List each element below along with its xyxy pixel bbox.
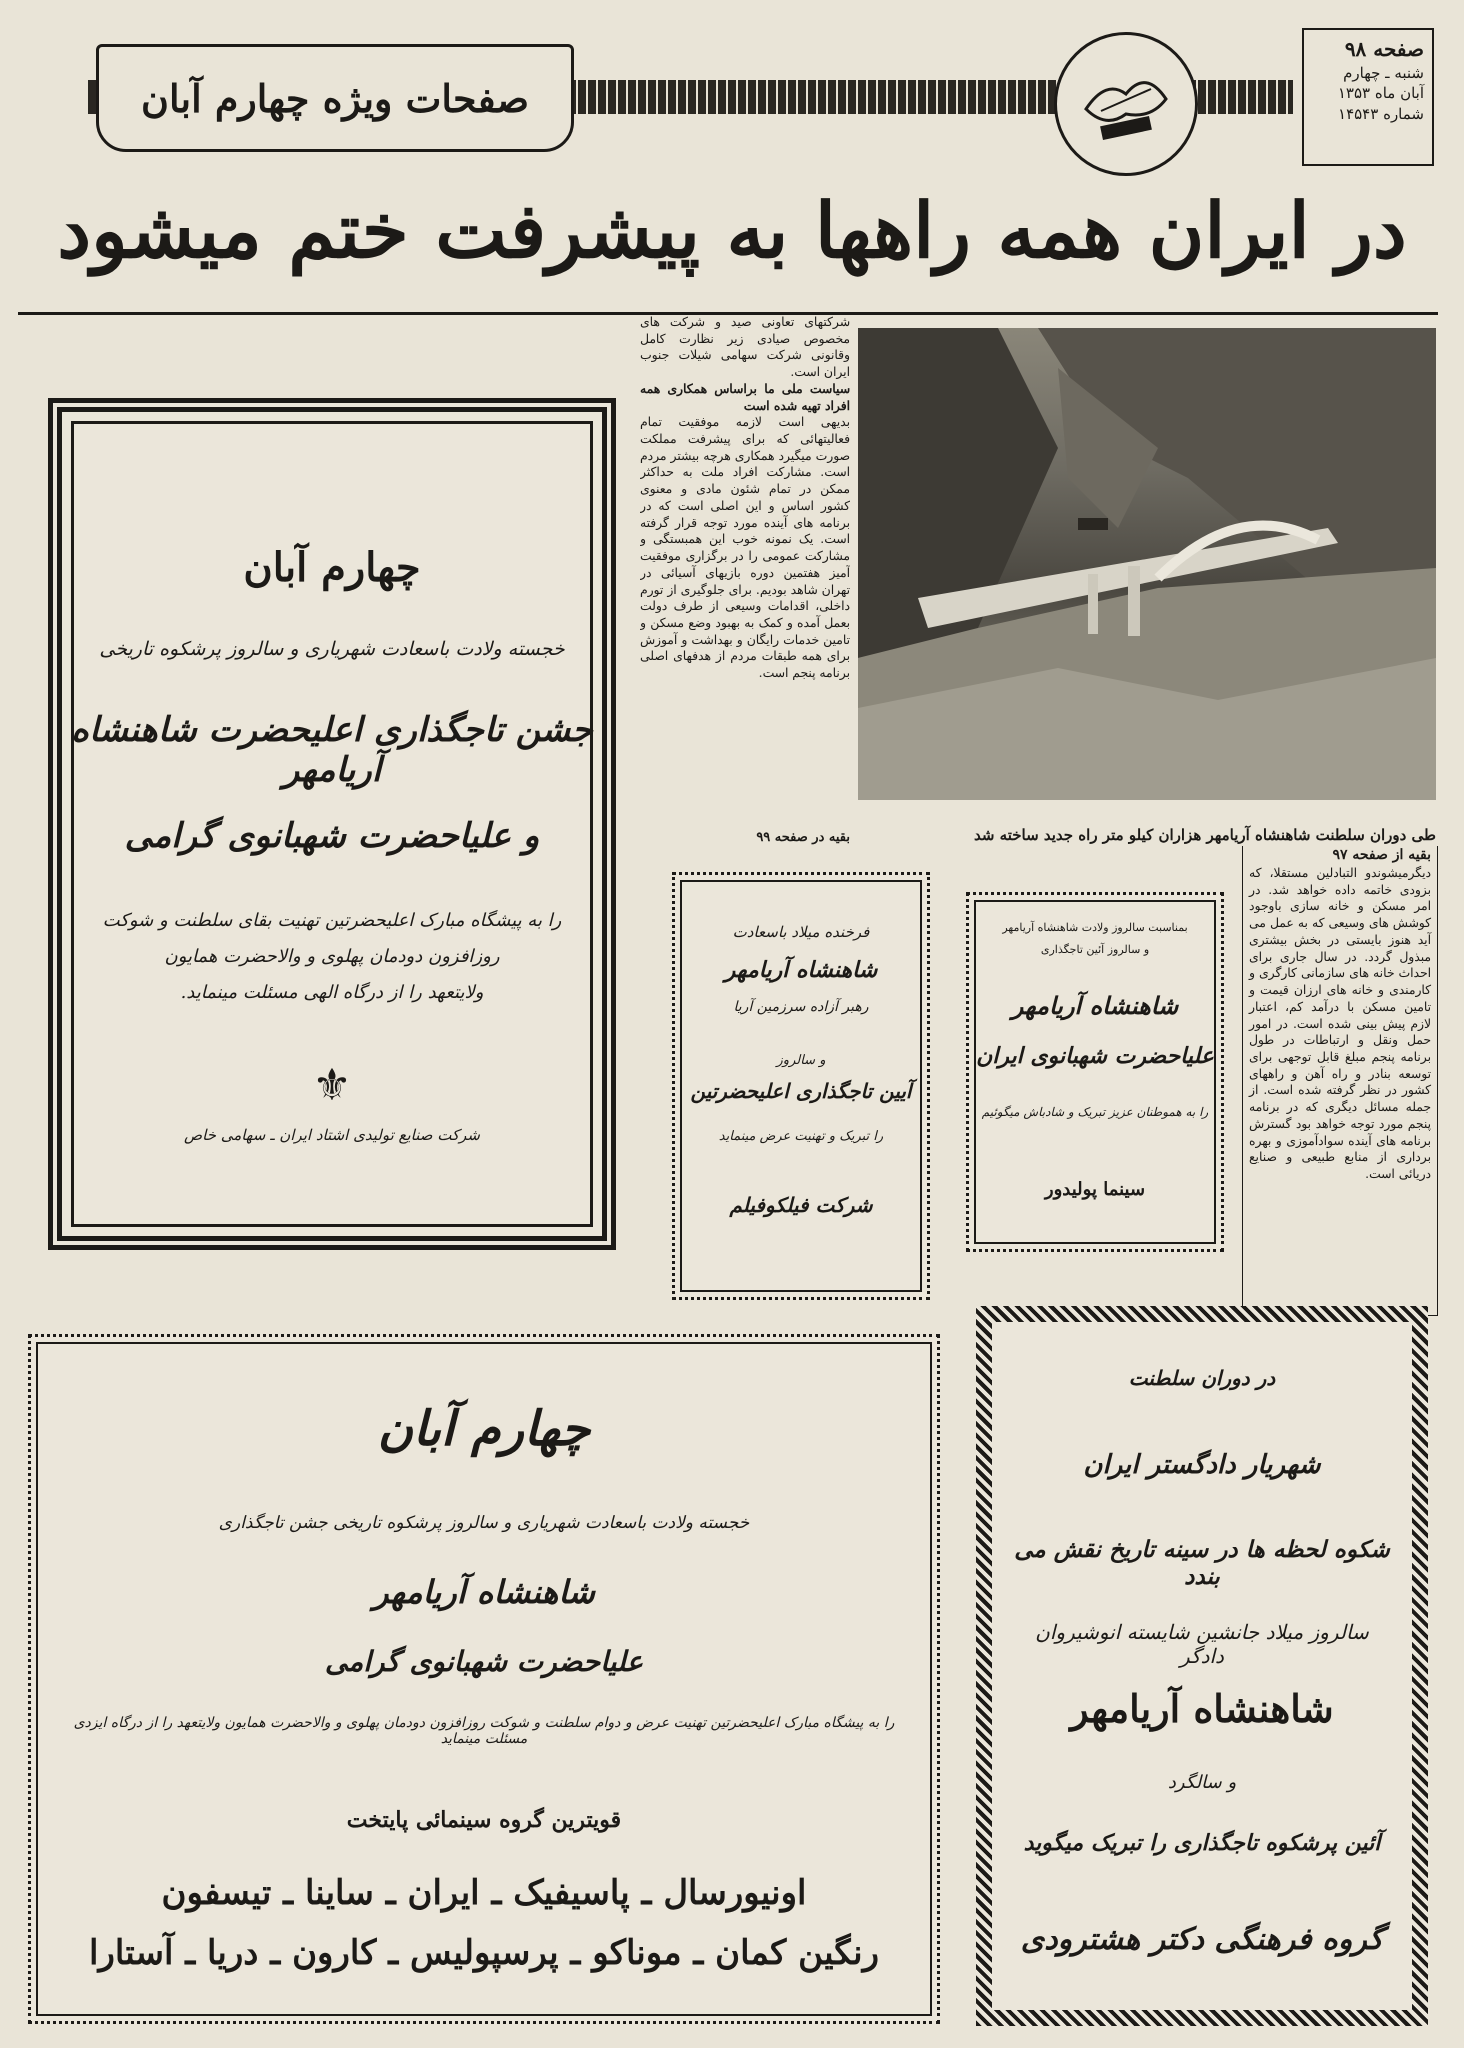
ad2-line1: فرخنده میلاد باسعادت xyxy=(732,923,870,941)
main-headline: در ایران همه راهها به پیشرفت ختم میشود xyxy=(57,186,1407,275)
newspaper-logo xyxy=(1054,32,1198,176)
ettelaat-emblem-icon xyxy=(1071,49,1181,159)
ad5-line5: شاهنشاه آریامهر xyxy=(1070,1686,1334,1731)
issue-day: شنبه ـ چهارم xyxy=(1343,64,1424,82)
article-text-1: شرکتهای تعاونی صید و شرکت های مخصوص صیادی زیر نظارت کامل وقانونی شرکت سهامی شیلات جنوب ایران است. xyxy=(640,315,850,380)
article-continued: بقیه در صفحه ۹۹ xyxy=(756,830,850,845)
ad1-title: چهارم آبان xyxy=(243,544,421,591)
ad1-line1: خجسته ولادت باسعادت شهریاری و سالروز پرشکوه تاریخی xyxy=(99,638,565,660)
issue-number: شماره ۱۴۵۴۳ xyxy=(1338,104,1424,123)
mountain-bridge-image xyxy=(858,328,1436,800)
ad2-line6: را تبریک و تهنیت عرض مینماید xyxy=(718,1129,884,1144)
ad1-company: شرکت صنایع تولیدی اشتاد ایران ـ سهامی خاص xyxy=(184,1126,480,1144)
ad4-line1: خجسته ولادت باسعادت شهریاری و سالروز پرشکوه تاریخی جشن تاجگذاری xyxy=(218,1513,750,1533)
ad4-line4: را به پیشگاه مبارک اعلیحضرتین تهنیت عرض و دوام سلطنت و شوکت روزافزون دودمان پهلوی و والاحضرت همایون ولایتعهد را از درگاه ایزدی مسئلت مینماید xyxy=(73,1715,895,1747)
ad3-line3: شاهنشاه آریامهر xyxy=(1011,991,1179,1020)
ad5-line1: در دوران سلطنت xyxy=(1128,1366,1276,1390)
ad-cinema-polidor xyxy=(966,892,1224,1252)
ad4-cinemas-1: اونیورسال ـ پاسیفیک ـ ایران ـ ساینا ـ تیسفون xyxy=(161,1873,807,1913)
page-number: صفحه ۹۸ xyxy=(1344,37,1424,61)
ad4-line3: علیاحضرت شهبانوی گرامی xyxy=(324,1645,644,1678)
ad4-group: قویترین گروه سینمائی پایتخت xyxy=(346,1807,622,1833)
ad-filco-film xyxy=(672,872,930,1300)
continued-column xyxy=(1242,846,1438,1316)
ad3-line1: بمناسبت سالروز ولادت شاهنشاه آریامهر xyxy=(1002,921,1188,934)
issue-box xyxy=(1302,28,1434,166)
ad3-company: سینما پولیدور xyxy=(1044,1179,1146,1200)
ad3-line5: را به هموطنان عزیز تبریک و شادباش میگوئیم xyxy=(981,1105,1209,1119)
ad1-line2: جشن تاجگذاری اعلیحضرت شاهنشاه آریامهر xyxy=(71,710,593,790)
ad2-company: شرکت فیلکوفیلم xyxy=(729,1193,873,1217)
ad2-line3: رهبر آزاده سرزمین آریا xyxy=(733,999,869,1015)
bridge-photo xyxy=(858,328,1436,800)
article-text-2: بدیهی است لازمه موفقیت تمام فعالیتهائی که برای پیشرفت مملکت صورت میگیرد همکاری هرچه بیشتر مردم است. مشارکت افراد ملت به حداکثر ممکن در تمام شئون مادی و معنوی کشور اساس و این اصلی است که در برنامه های آینده مورد توجه قرار گرفته است. یک نمونه خوب این همبستگی و مشارکت عمومی را در برگزاری موفقیت آمیز هفتمین دوره بازیهای آسیائی در تهران شاهد بودیم. برای جلوگیری از تورم داخلی، اقدامات وسیعی از طرف دولت بعمل آمده و کمک به بهبود وضع مسکن و تامین خدمات رایگان و بهداشت و آموزش برای همه طبقات مردم از هدفهای اصلی برنامه پنجم است. xyxy=(640,415,850,681)
ad5-line3: شکوه لحظه ها در سینه تاریخ نقش می بندد xyxy=(1014,1536,1390,1590)
ad4-title: چهارم آبان xyxy=(377,1401,591,1457)
ad5-line6: و سالگرد xyxy=(1167,1772,1237,1793)
photo-caption: طی دوران سلطنت شاهنشاه آریامهر هزاران کیلو متر راه جدید ساخته شد xyxy=(974,826,1436,844)
ad-hashtroodi xyxy=(976,1306,1428,2026)
ad1-company-logo-icon: ⚜ xyxy=(312,1060,352,1111)
ad2-line2: شاهنشاه آریامهر xyxy=(724,957,878,983)
ad2-line4: و سالروز xyxy=(776,1053,826,1068)
ad3-line2: و سالروز آئین تاجگذاری xyxy=(1040,943,1150,956)
continued-text: دیگرمیشوندو التبادلین مستقلا، که بزودی خاتمه داده خواهد شد. در امر مسکن و خانه سازی باوجود کوشش های وسیعی که به عمل می آید هنوز بایستی در بخش بیشتری مبذول گردد. در سال جاری برای احداث خانه های سازمانی کارگری و کارمندی و خانه های ارزان قیمت و تامین مسکن با درآمد کم، اعتبار لازم پیش بینی شده است. در امور حمل ونقل و ارتباطات در طول برنامه پنجم مبلغ قابل توجهی برای توسعه بنادر و راه آهن و راههای کشور در نظر گرفته شده است. از جمله مسائل دیگری که در برنامه پنجم مورد توجه خواهد بود گسترش برنامه های آینده سوادآموزی و بهره برداری از منابع طبیعی و صنایع دریائی است. xyxy=(1249,866,1431,1181)
ad3-line4: علیاحضرت شهبانوی ایران xyxy=(976,1043,1214,1069)
ad5-line4: سالروز میلاد جانشین شایسته انوشیروان دادگر xyxy=(1035,1620,1369,1668)
section-title: صفحات ویژه چهارم آبان xyxy=(96,44,574,152)
ad1-line5: روزافزون دودمان پهلوی و والاحضرت همایون xyxy=(164,946,500,967)
article-column xyxy=(640,314,850,824)
issue-month: آبان ماه ۱۳۵۳ xyxy=(1337,84,1424,103)
ad-ashtad xyxy=(48,398,616,1250)
ad1-line3: و علیاحضرت شهبانوی گرامی xyxy=(124,816,540,856)
ad1-line4: را به پیشگاه مبارک اعلیحضرتین تهنیت بقای سلطنت و شوکت xyxy=(102,910,562,931)
ad5-line7: آئین پرشکوه تاجگذاری را تبریک میگوید xyxy=(1023,1830,1381,1856)
ad2-line5: آیین تاجگذاری اعلیحضرتین xyxy=(690,1079,912,1103)
ad4-line2: شاهنشاه آریامهر xyxy=(373,1573,595,1611)
ad5-line2: شهریار دادگستر ایران xyxy=(1083,1450,1321,1480)
ad4-cinemas-2: رنگین کمان ـ موناکو ـ پرسپولیس ـ کارون ـ دریا ـ آستارا xyxy=(89,1933,879,1973)
continued-title: بقیه از صفحه ۹۷ xyxy=(1332,847,1431,863)
ad-cinema-group xyxy=(28,1334,940,2024)
article-subheading: سیاست ملی ما براساس همکاری همه افراد تهیه شده است xyxy=(640,380,850,413)
ad5-company: گروه فرهنگی دکتر هشترودی xyxy=(1020,1922,1384,1957)
ad1-line6: ولایتعهد را از درگاه الهی مسئلت مینماید. xyxy=(180,982,484,1003)
